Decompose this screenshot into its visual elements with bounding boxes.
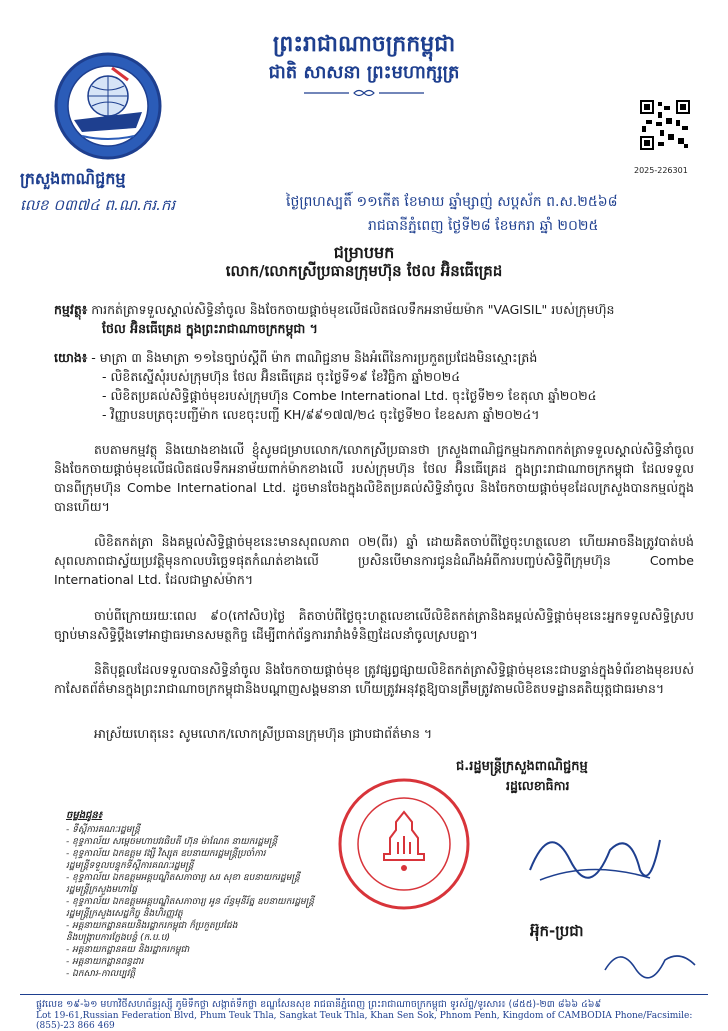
references-label: យោង៖: [54, 350, 88, 365]
official-stamp-icon: [336, 776, 472, 912]
footer-divider: [20, 994, 708, 995]
signature-title: ជ.រដ្ឋមន្ត្រីក្រសួងពាណិជ្ជកម្ម: [456, 759, 588, 774]
signature-subtitle: រដ្ឋលេខាធិការ: [506, 778, 570, 793]
cc-item: - អគ្គនាយកដ្ឋានគយនិងរដ្ឋាករកម្ពុជា ក៏ប្រកួតប្រជែង: [66, 921, 238, 931]
cc-label: ចម្លងជូន៖: [66, 810, 103, 821]
cc-item: រដ្ឋមន្ត្រីទទួលបន្ទុកទីស្តីការគណៈរដ្ឋមន្ត្រី: [66, 861, 194, 871]
subject-line-2: ថែល អ៊ិនធើគ្រេដ ក្នុងព្រះរាជាណាចក្រកម្ពុជា ។: [102, 321, 318, 336]
salutation: ជម្រាបមក: [333, 243, 395, 262]
body-paragraph-1: តបតាមកម្មវត្ថុ និងយោងខាងលើ ខ្ញុំសូមជម្រាបលោក/លោកស្រីប្រធានថា ក្រសួងពាណិជ្ជកម្មឯកភាពកត់ត្រាទទួលស្គាល់សិទ្ធិនាំចូល និងចែកចាយផ្តាច់មុខលើផលិតផលទឹកអនាម័យពាក់ម៉ាកខាងលើ របស់ក្រុមហ៊ុន ថែល អ៊ិនធើគ្រេដ ក្នុងព្រះរាជាណាចក្រកម្ពុជា ដែលទទួលបានពីក្រុមហ៊ុន Combe International Ltd. ដូចមានចែងក្នុងលិខិតប្រគល់សិទ្ធិនាំចូល និងចែកចាយផ្តាច់មុខដែលក្រសួងបានកម្មល់ក្នុងបានហើយ។: [54, 442, 694, 514]
body-paragraph-3: ចាប់ពីក្រោយរយៈពេល ៩០(កៅសិប)ថ្ងៃ គិតចាប់ពីថ្ងៃចុះហត្ថលេខាលើលិខិតកត់ត្រានិងគម្ពល់សិទ្ធិផ្តាច់មុខនេះអ្នកទទួលសិទ្ធិស្របច្បាប់មានសិទ្ធិប្តឹងទៅអាជ្ញាធរមានសមត្ថកិច្ច ដើម្បីពាក់ព័ន្ធការរារាំងទំនិញដែលនាំចូលស្របគ្នា។: [54, 608, 694, 642]
kingdom-heading: ព្រះរាជាណាចក្រកម្ពុជា: [272, 32, 456, 57]
lunar-date: ថ្ងៃព្រហស្បតិ៍ ១១កើត ខែមាឃ ឆ្នាំម្សាញ់ សប្តស័ក ព.ស.២៥៦៨: [286, 194, 618, 210]
cc-item: - ខុទ្ទកាល័យ ឯកឧត្តម វង្សី វិស្សុត ឧបនាយករដ្ឋមន្ត្រីប្រចាំការ: [66, 849, 266, 859]
cc-item: និងបង្ក្រាបការក្លែងបន្លំ (ក.ប.ប): [66, 933, 170, 943]
reference-item: - មាត្រា ៣ និងមាត្រា ១១នៃច្បាប់ស្តីពី ម៉ាក ពាណិជ្ជនាម និងអំពើនៃការប្រកួតប្រជែងមិនស្មោះត្រង់: [91, 350, 538, 365]
ministry-name: ក្រសួងពាណិជ្ជកម្ម: [20, 169, 126, 188]
ministry-logo-icon: [52, 50, 164, 162]
footer-address-khmer: ផ្លូវលេខ ១៩-៦១ មហាវិថីសហព័ន្ធរុស្ស៊ី ភូមិទឹកថ្លា សង្កាត់ទឹកថ្លា ខណ្ឌសែនសុខ រាជធានីភ្នំពេញ ព្រះរាជាណាចក្រកម្ពុជា ទូរស័ព្ទ/ទូរសារ៖ (៨៥៥)-២៣ ៨៦៦ ៤៦៩: [36, 999, 602, 1010]
reference-item: - លិខិតប្រគល់សិទ្ធិផ្តាច់មុខរបស់ក្រុមហ៊ុន Combe International Ltd. ចុះថ្ងៃទី២១ ខែតុលា ឆ្នាំ២០២៤: [102, 388, 597, 403]
cc-item: រដ្ឋមន្ត្រីក្រសួងមហាផ្ទៃ: [66, 885, 138, 895]
recipient: លោក/លោកស្រីប្រធានក្រុមហ៊ុន ថែល អ៊ិនធើគ្រេដ: [225, 262, 503, 280]
solar-date: រាជធានីភ្នំពេញ ថ្ងៃទី២៨ ខែមករា ឆ្នាំ ២០២៥: [368, 218, 599, 234]
cc-item: - ខុទ្ទកាល័យ ឯកឧត្តមអគ្គបណ្ឌិតសភាចារ្យ សរ សុខា ឧបនាយករដ្ឋមន្ត្រី: [66, 873, 300, 883]
signature-mark-icon: [600, 940, 700, 980]
cc-item: - អគ្គនាយកដ្ឋានពន្ធដារ: [66, 957, 144, 967]
reference-number: លេខ ០៣៧៤ ព.ណ.ករ.ករ: [20, 196, 176, 214]
qr-code-number: 2025-226301: [634, 166, 688, 175]
cc-list: [66, 824, 314, 980]
qr-code-icon: [640, 100, 690, 150]
ornament-divider-icon: [304, 88, 424, 98]
cc-item: - ទីស្តីការគណៈរដ្ឋមន្ត្រី: [66, 825, 140, 835]
footer-address-english: Lot 19-61,Russian Federation Blvd, Phum Teuk Thla, Sangkat Teuk Thla, Khan Sen Sok, Phnom Penh, Kingdom of CAMBODIA Phone/Facsimile: (855)-23 866 469: [36, 1011, 693, 1031]
signatory-name: អ៊ុក-ប្រជា: [530, 922, 584, 940]
cc-item: រដ្ឋមន្ត្រីក្រសួងសេដ្ឋកិច្ច និងហិរញ្ញវត្ថុ: [66, 909, 183, 919]
closing-sentence: អាស្រ័យហេតុនេះ សូមលោក/លោកស្រីប្រធានក្រុមហ៊ុន ជ្រាបជាព័ត៌មាន ។: [94, 726, 433, 741]
body-paragraph-4: និតិបុគ្គលដែលទទួលបានសិទ្ធិនាំចូល និងចែកចាយផ្តាច់មុខ ត្រូវផ្សព្វផ្សាយលិខិតកត់ត្រាសិទ្ធិផ្តាច់មុខនេះជាបន្ទាន់ក្នុងទំព័រខាងមុខរបស់កាសែតព័ត៌មានក្នុងព្រះរាជាណាចក្រកម្ពុជានិងបណ្តាញសង្គមនានា ហើយត្រូវអនុវត្តឱ្យបានត្រឹមត្រូវតាមលិខិតបទដ្ឋានគតិយុត្តជាធរមាន។: [54, 662, 694, 696]
subject-line-1: ការកត់ត្រាទទួលស្គាល់សិទ្ធិនាំចូល និងចែកចាយផ្តាច់មុខលើផលិតផលទឹកអនាម័យម៉ាក "VAGISIL" របស់ក្រុមហ៊ុន: [91, 302, 615, 317]
subject-label: កម្មវត្ថុ៖: [54, 302, 88, 317]
cc-item: - ខុទ្ទកាល័យ សម្តេចមហាបវរធិបតី ហ៊ុន ម៉ាណែត នាយករដ្ឋមន្ត្រី: [66, 837, 278, 847]
cc-item: - ឯកសារ-កាលប្បវត្តិ: [66, 969, 136, 979]
reference-item: - វិញ្ញាបនបត្រចុះបញ្ជីម៉ាក លេខចុះបញ្ជី KH/៩៩១៧៧/២៤ ចុះថ្ងៃទី២០ ខែឧសភា ឆ្នាំ២០២៤។: [102, 407, 540, 422]
body-paragraph-2: លិខិតកត់ត្រា និងគម្ពល់សិទ្ធិផ្តាច់មុខនេះមានសុពលភាព ០២(ពីរ) ឆ្នាំ ដោយគិតចាប់ពីថ្ងៃចុះហត្ថលេខា ហើយអាចនឹងត្រូវបាត់បង់សុពលភាពជាស្វ័យប្រវត្តិមុនកាលបរិច្ឆេទផុតកំណត់ខាងលើ ប្រសិនបើមានការជូនដំណឹងអំពីការបញ្ចប់សិទ្ធិពីក្រុមហ៊ុន Combe International Ltd. ដែលជាម្ចាស់ម៉ាក។: [54, 534, 694, 587]
motto-heading: ជាតិ សាសនា ព្រះមហាក្សត្រ: [268, 62, 460, 83]
subject-block: [54, 300, 694, 338]
reference-item: - លិខិតស្នើសុំរបស់ក្រុមហ៊ុន ថែល អ៊ិនធើគ្រេដ ចុះថ្ងៃទី១៩ ខែវិច្ឆិកា ឆ្នាំ២០២៤: [102, 369, 461, 384]
references-block: [54, 348, 694, 424]
cc-item: - អគ្គនាយកដ្ឋានគយ និងរដ្ឋាករកម្ពុជា: [66, 945, 190, 955]
handwritten-signature-icon: [520, 800, 670, 900]
cc-item: - ខុទ្ទកាល័យ ឯកឧត្តមអគ្គបណ្ឌិតសភាចារ្យ អូន ព័ន្ធមុនីរ័ត្ន ឧបនាយករដ្ឋមន្ត្រី: [66, 897, 315, 907]
